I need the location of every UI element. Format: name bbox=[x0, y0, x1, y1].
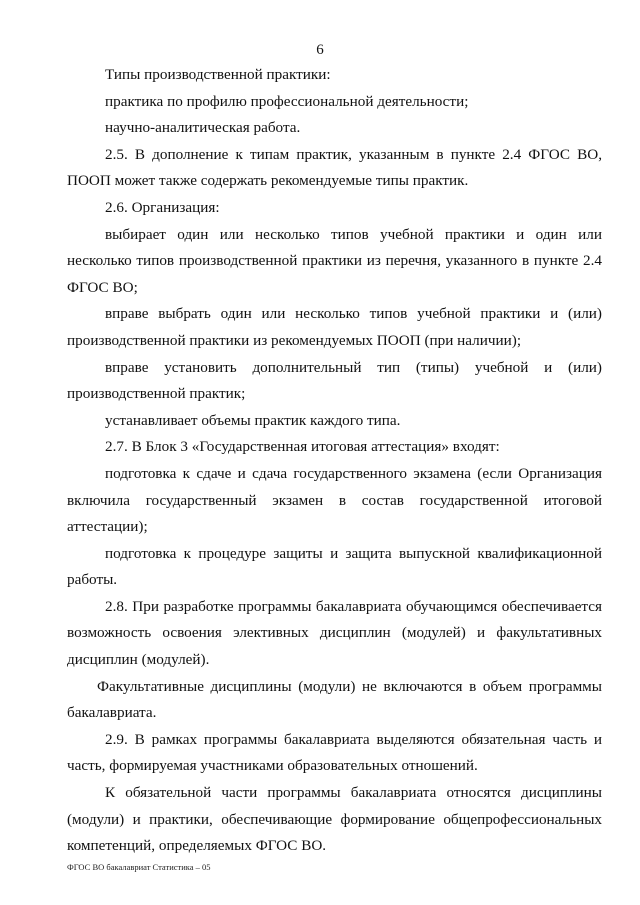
page-footer: ФГОС ВО бакалавриат Статистика – 05 bbox=[67, 862, 211, 872]
clause-2-7: 2.7. В Блок 3 «Государственная итоговая аттестация» входят: bbox=[105, 438, 500, 456]
clause-2-6-item-3: вправе установить дополнительный тип (типы) учебной и (или) производственной практик; bbox=[67, 358, 602, 403]
clause-2-6: 2.6. Организация: bbox=[105, 198, 220, 216]
practice-types-heading: Типы производственной практики: bbox=[105, 66, 331, 83]
clause-2-6-item-1: выбирает один или несколько типов учебной практики и один или несколько типов производственной практики из перечня, указанного в пункте 2.4 ФГОС ВО; bbox=[67, 225, 602, 296]
clause-2-7-item-1: подготовка к сдаче и сдача государственного экзамена (если Организация включила государственный экзамен в состав государственной итоговой аттестации); bbox=[67, 464, 602, 536]
clause-2-8-optional: Факультативные дисциплины (модули) не включаются в объем программы бакалавриата. bbox=[67, 677, 602, 722]
document-body bbox=[67, 62, 602, 860]
practice-type-research: научно-аналитическая работа. bbox=[105, 119, 301, 137]
clause-2-6-item-4: устанавливает объемы практик каждого типа. bbox=[105, 411, 401, 429]
clause-2-9: 2.9. В рамках программы бакалавриата выделяются обязательная часть и часть, формируемая участниками образовательных отношений. bbox=[67, 730, 602, 775]
clause-2-5: 2.5. В дополнение к типам практик, указанным в пункте 2.4 ФГОС ВО, ПООП может также содержать рекомендуемые типы практик. bbox=[67, 145, 602, 190]
clause-2-8: 2.8. При разработке программы бакалавриата обучающимся обеспечивается возможность освоения элективных дисциплин (модулей) и факультативных дисциплин (модулей). bbox=[67, 597, 602, 669]
practice-type-professional: практика по профилю профессиональной деятельности; bbox=[105, 92, 469, 110]
clause-2-9-mandatory: К обязательной части программы бакалавриата относятся дисциплины (модули) и практики, обеспечивающие формирование общепрофессиональных компетенций, определяемых ФГОС ВО. bbox=[67, 784, 602, 855]
clause-2-6-item-2: вправе выбрать один или несколько типов учебной практики и (или) производственной практики из рекомендуемых ПООП (при наличии); bbox=[67, 305, 602, 349]
clause-2-7-item-2: подготовка к процедуре защиты и защита выпускной квалификационной работы. bbox=[67, 544, 602, 589]
page-number: 6 bbox=[316, 42, 324, 58]
